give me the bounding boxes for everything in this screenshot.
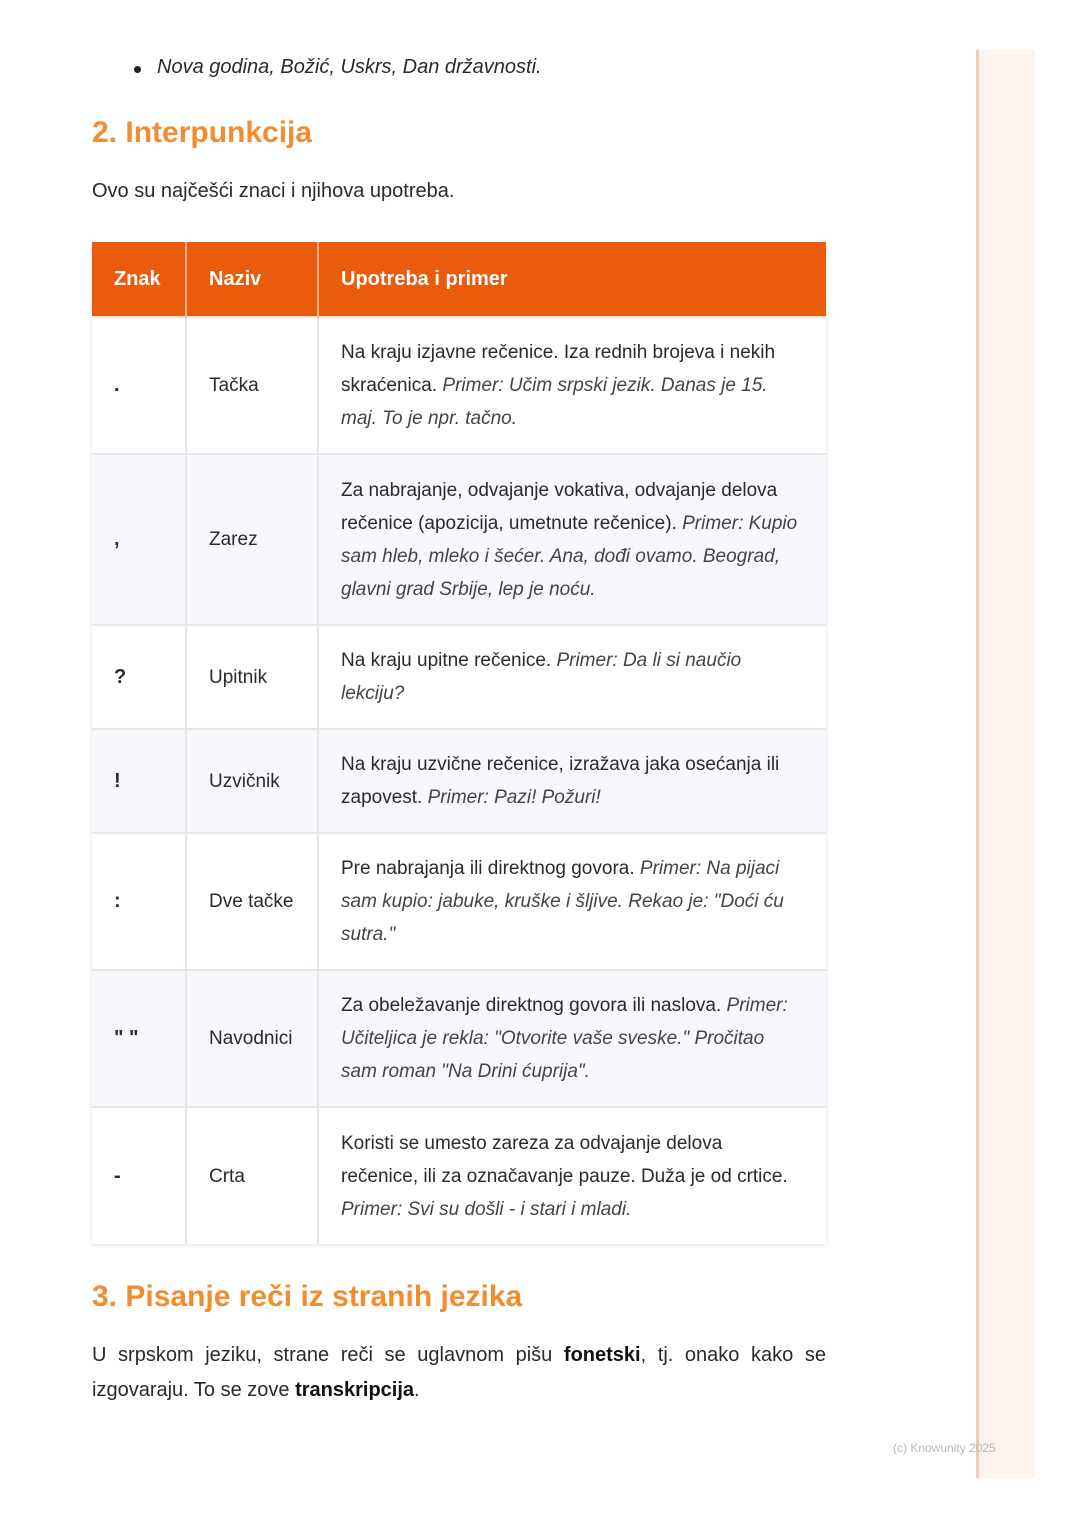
usage-cell <box>318 729 826 833</box>
sign-cell: , <box>92 454 186 625</box>
usage-cell <box>318 454 826 625</box>
bullet-icon <box>134 66 141 73</box>
sign-cell: - <box>92 1107 186 1244</box>
name-cell: Uzvičnik <box>186 729 318 833</box>
usage-text: Za obeležavanje direktnog govora ili naslova. <box>341 995 722 1016</box>
example-text: Primer: Da li si naučio lekciju? <box>341 650 742 704</box>
sign-cell: . <box>92 317 186 454</box>
table-row <box>92 970 826 1107</box>
example-text: Primer: Učim srpski jezik. Danas je 15. maj. To je npr. tačno. <box>341 375 768 429</box>
paragraph-text: , tj. onako kako se izgovaraju. To se zove <box>92 1344 826 1401</box>
section-heading-interpunkcija: 2. Interpunkcija <box>92 116 313 149</box>
usage-text: Za nabrajanje, odvajanje vokativa, odvajanje delova rečenice (apozicija, umetnute rečenice). <box>341 479 778 534</box>
name-cell: Crta <box>186 1107 318 1244</box>
table-row <box>92 454 826 625</box>
name-cell: Dve tačke <box>186 833 318 970</box>
table-row <box>92 1107 826 1244</box>
sign-cell: ? <box>92 625 186 729</box>
bullet-item: Nova godina, Božić, Uskrs, Dan državnosti. <box>157 56 542 78</box>
sign-cell: ! <box>92 729 186 833</box>
example-text: Primer: Učiteljica je rekla: "Otvorite vaše sveske." Pročitao sam roman "Na Drini ćuprija". <box>341 995 788 1082</box>
table-header-row <box>92 242 826 317</box>
section-heading-strane-reci: 3. Pisanje reči iz stranih jezika <box>92 1280 523 1313</box>
sign-cell: " " <box>92 970 186 1107</box>
bold-term-fonetski: fonetski <box>563 1344 641 1366</box>
paragraph-text: U srpskom jeziku, strane reči se uglavnom pišu <box>92 1344 564 1366</box>
usage-text: Koristi se umesto zareza za odvajanje delova rečenice, ili za označavanje pauze. Duža je od crtice. <box>341 1132 788 1187</box>
usage-cell <box>318 970 826 1107</box>
usage-cell <box>318 1107 826 1244</box>
header-znak: Znak <box>92 242 186 317</box>
table-row <box>92 729 826 833</box>
usage-cell <box>318 625 826 729</box>
table-row <box>92 317 826 454</box>
example-text: Primer: Kupio sam hleb, mleko i šećer. Ana, dođi ovamo. Beograd, glavni grad Srbije, lep je noću. <box>341 512 798 600</box>
bold-term-transkripcija: transkripcija <box>295 1379 415 1401</box>
usage-text: Na kraju upitne rečenice. <box>341 650 552 671</box>
example-text: Primer: Na pijaci sam kupio: jabuke, kruške i šljive. Rekao je: "Doći ću sutra." <box>341 858 784 945</box>
section-paragraph <box>92 1338 826 1408</box>
table-row <box>92 625 826 729</box>
punctuation-table <box>92 242 826 1244</box>
name-cell: Zarez <box>186 454 318 625</box>
example-text: Primer: Svi su došli - i stari i mladi. <box>341 1198 632 1220</box>
name-cell: Tačka <box>186 317 318 454</box>
example-text: Primer: Pazi! Požuri! <box>427 787 601 808</box>
table-row <box>92 833 826 970</box>
usage-text: Na kraju izjavne rečenice. Iza rednih brojeva i nekih skraćenica. <box>341 342 776 396</box>
sign-cell: : <box>92 833 186 970</box>
usage-text: Na kraju uzvične rečenice, izražava jaka osećanja ili zapovest. <box>341 754 780 808</box>
usage-text: Pre nabrajanja ili direktnog govora. <box>341 858 635 879</box>
copyright-footer: (c) Knowunity 2025 <box>893 1441 996 1455</box>
header-upotreba: Upotreba i primer <box>318 242 826 317</box>
section-intro: Ovo su najčešći znaci i njihova upotreba. <box>92 180 455 202</box>
name-cell: Navodnici <box>186 970 318 1107</box>
name-cell: Upitnik <box>186 625 318 729</box>
side-decoration-strip <box>976 50 1035 1478</box>
usage-cell <box>318 317 826 454</box>
header-naziv: Naziv <box>186 242 318 317</box>
usage-cell <box>318 833 826 970</box>
paragraph-text: . <box>414 1379 420 1401</box>
